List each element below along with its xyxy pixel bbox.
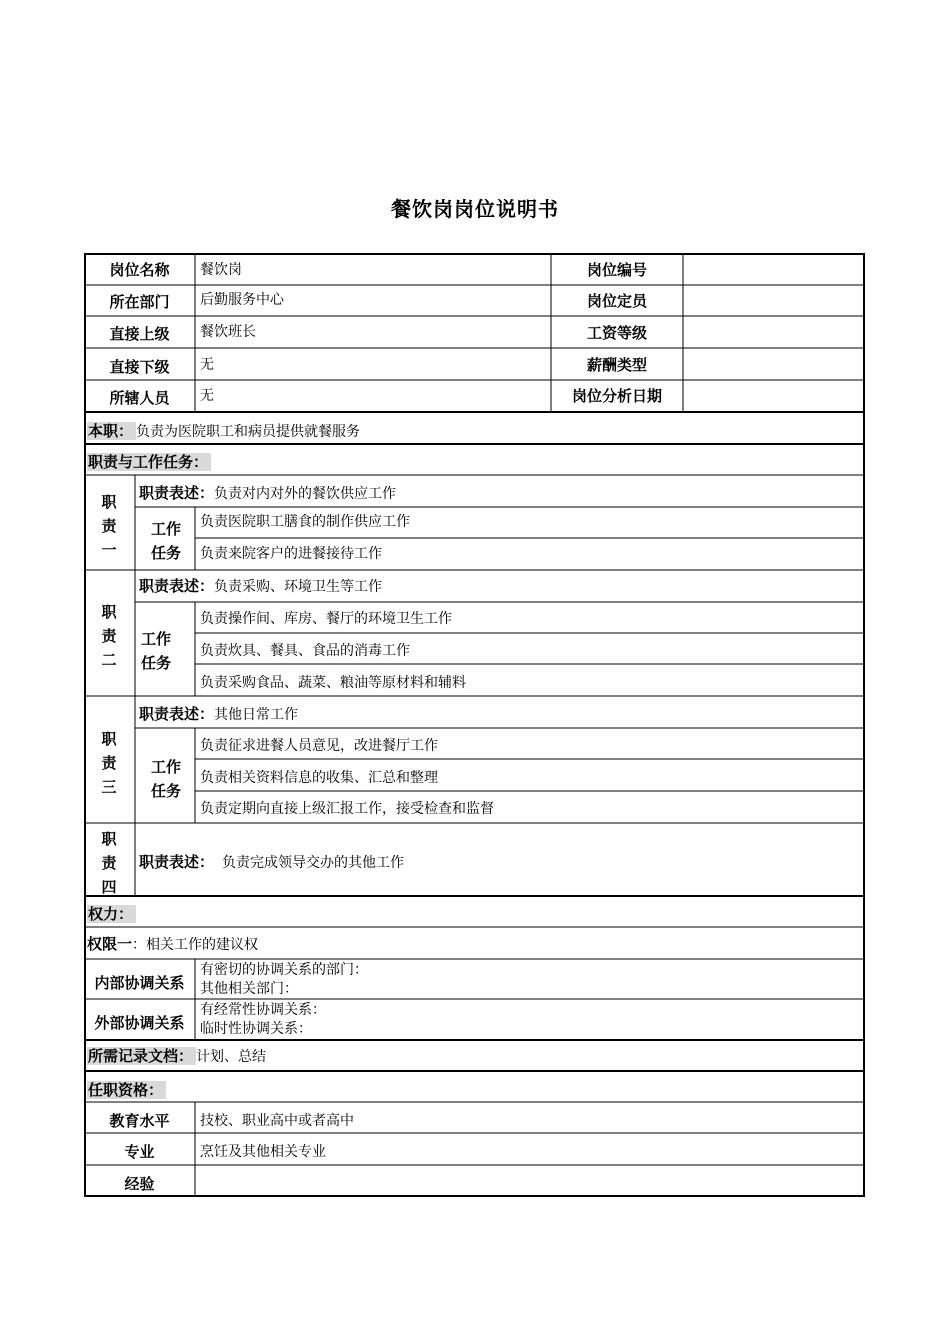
duty-2-task-2: 负责炊具、餐具、食品的消毒工作 — [200, 643, 410, 659]
duty-4-name-char: 责 — [101, 854, 117, 872]
duty-3-desc-text: 其他日常工作 — [214, 707, 299, 723]
task-label-line: 任务 — [150, 544, 181, 562]
duty-1-name-char: 一 — [101, 541, 117, 559]
label-salary-grade: 工资等级 — [586, 324, 647, 342]
internal-coordination-line-1: 有密切的协调关系的部门： — [200, 962, 368, 978]
duty-4-name — [84, 827, 134, 899]
duty-1-desc-text: 负责对内对外的餐饮供应工作 — [214, 486, 397, 502]
task-label-line: 任务 — [140, 654, 171, 672]
duty-1-description — [139, 485, 396, 502]
duty-2-name-char: 二 — [101, 651, 117, 669]
label-staff: 所辖人员 — [109, 389, 170, 407]
external-coordination-line-1: 有经常性协调关系： — [200, 1002, 326, 1018]
duty-2-task-3: 负责采购食品、蔬菜、粮油等原材料和辅料 — [200, 675, 466, 691]
duty-3-name-char: 责 — [101, 754, 117, 772]
duty-row — [87, 423, 360, 440]
duty-4-desc-text: 负责完成领导交办的其他工作 — [222, 855, 405, 871]
task-label-line: 任务 — [150, 782, 181, 800]
major-value: 烹饪及其他相关专业 — [200, 1144, 326, 1160]
job-description-table — [84, 253, 865, 1197]
task-label-line: 工作 — [150, 758, 181, 776]
label-direct-superior: 直接上级 — [109, 325, 170, 343]
label-analysis-date: 岗位分析日期 — [571, 387, 662, 405]
duty-3-name-char: 职 — [101, 730, 117, 748]
external-coordination-line-2: 临时性协调关系： — [200, 1021, 312, 1037]
duty-3-description — [139, 706, 298, 723]
value-position-name: 餐饮岗 — [200, 262, 242, 278]
authority-header — [87, 906, 136, 923]
duty-3-task-label — [140, 755, 192, 803]
internal-coordination-label: 内部协调关系 — [94, 974, 185, 992]
duty-1-desc-label: 职责表述： — [139, 484, 215, 502]
value-direct-superior: 餐饮班长 — [200, 324, 256, 340]
duty-2-name-char: 责 — [101, 627, 117, 645]
education-label: 教育水平 — [109, 1112, 170, 1130]
major-label: 专业 — [124, 1143, 155, 1161]
duty-4-desc-label: 职责表述： — [139, 853, 215, 871]
records-label: 所需记录文档： — [87, 1047, 196, 1065]
external-coordination-label: 外部协调关系 — [94, 1014, 185, 1032]
duty-4-name-char: 四 — [101, 878, 117, 896]
value-direct-subordinate: 无 — [200, 357, 214, 373]
records-text: 计划、总结 — [196, 1049, 267, 1065]
label-department: 所在部门 — [109, 293, 170, 311]
label-direct-subordinate: 直接下级 — [109, 358, 170, 376]
duty-2-name — [84, 600, 134, 672]
records-row — [87, 1048, 266, 1065]
duty-2-name-char: 职 — [101, 603, 117, 621]
label-position-name: 岗位名称 — [109, 261, 170, 279]
experience-label: 经验 — [124, 1175, 155, 1193]
task-label-line: 工作 — [150, 520, 181, 538]
duty-2-task-label — [130, 627, 182, 675]
label-pay-type: 薪酬类型 — [586, 356, 647, 374]
duty-3-name-char: 三 — [101, 778, 117, 796]
task-label-line: 工作 — [140, 630, 171, 648]
duty-2-description — [139, 578, 382, 595]
duty-3-task-3: 负责定期向直接上级汇报工作，接受检查和监督 — [200, 801, 494, 817]
qualifications-label: 任职资格： — [87, 1081, 166, 1099]
duty-3-task-2: 负责相关资料信息的收集、汇总和整理 — [200, 770, 438, 786]
duty-3-name — [84, 727, 134, 799]
label-position-code: 岗位编号 — [586, 261, 647, 279]
qualifications-header — [87, 1082, 166, 1099]
duty-4-description — [139, 854, 404, 871]
duty-1-task-label — [140, 517, 192, 565]
internal-coordination-line-2: 其他相关部门： — [200, 981, 298, 997]
duty-2-task-1: 负责操作间、库房、餐厅的环境卫生工作 — [200, 611, 452, 627]
duty-1-name — [84, 490, 134, 562]
duties-section-header — [87, 454, 211, 471]
duties-section-label: 职责与工作任务： — [87, 453, 211, 471]
duty-label: 本职： — [87, 422, 136, 440]
duty-3-desc-label: 职责表述： — [139, 705, 215, 723]
authority-limit-text: ：相关工作的建议权 — [132, 937, 259, 953]
duty-text: 负责为医院职工和病员提供就餐服务 — [136, 424, 361, 440]
value-department: 后勤服务中心 — [200, 292, 284, 308]
authority-label: 权力： — [87, 905, 136, 923]
page-title: 餐饮岗岗位说明书 — [391, 197, 559, 221]
duty-1-name-char: 责 — [101, 517, 117, 535]
authority-limit-row — [87, 936, 258, 953]
duty-1-task-2: 负责来院客户的进餐接待工作 — [200, 546, 382, 562]
value-staff: 无 — [200, 388, 214, 404]
duty-1-name-char: 职 — [101, 493, 117, 511]
duty-2-desc-text: 负责采购、环境卫生等工作 — [214, 579, 383, 595]
duty-4-name-char: 职 — [101, 830, 117, 848]
duty-2-desc-label: 职责表述： — [139, 577, 215, 595]
label-headcount: 岗位定员 — [586, 292, 647, 310]
duty-3-task-1: 负责征求进餐人员意见，改进餐厅工作 — [200, 738, 438, 754]
duty-1-task-1: 负责医院职工膳食的制作供应工作 — [200, 514, 410, 530]
authority-limit-label: 权限一 — [87, 935, 133, 953]
education-value: 技校、职业高中或者高中 — [200, 1113, 354, 1129]
